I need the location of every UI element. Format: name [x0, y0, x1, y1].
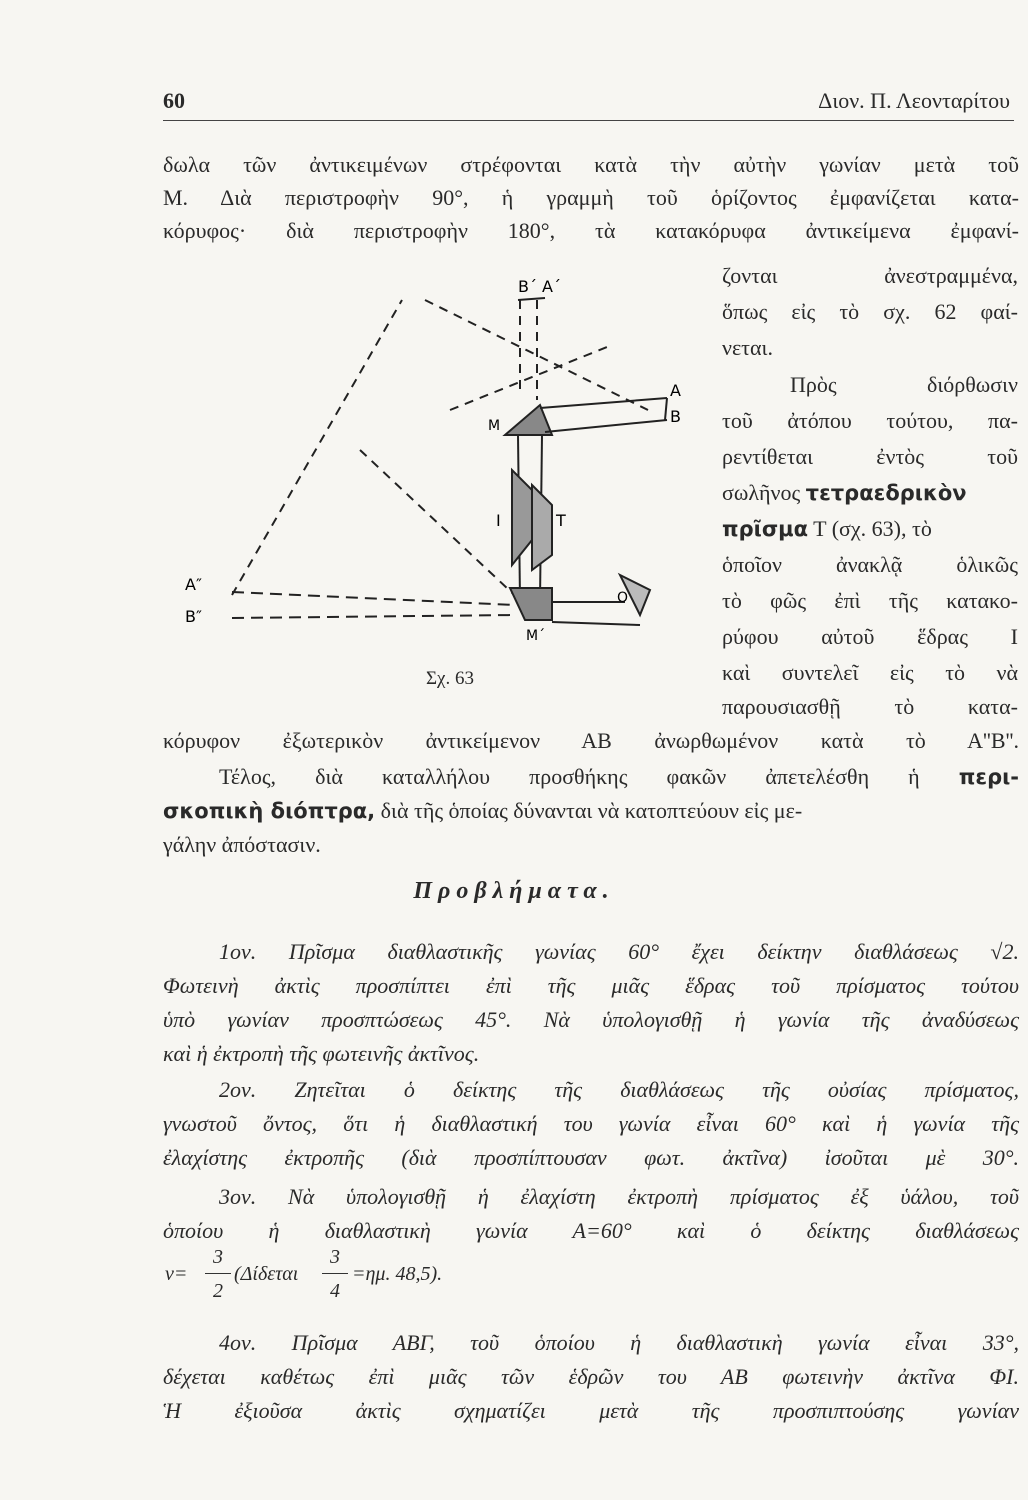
problem1-line3: ὑπὸ γωνίαν προσπτώσεως 45°. Νὰ ὑπολογισθῇ ἡ γωνία τῆς ἀναδύσεως: [163, 1007, 1019, 1032]
para2-s10: παρουσιασθῇ τὸ κατα-: [722, 694, 1018, 719]
mirror-m-bottom: [510, 588, 552, 620]
figure-caption: Σχ. 63: [426, 668, 474, 689]
problem3-given: (Δίδεται: [234, 1263, 299, 1285]
mirror-m-top: [505, 405, 552, 435]
periscope-figure: [180, 270, 700, 670]
problem3-result: =ημ. 48,5).: [352, 1263, 443, 1285]
ab-object: [665, 398, 667, 420]
label-a-double: A″: [185, 575, 202, 594]
para3-line1-bold: περι-: [958, 765, 1019, 789]
frac1-denominator: 2: [213, 1280, 223, 1302]
problem1-line4: καὶ ἡ ἐκτροπὴ τῆς φωτεινῆς ἀκτῖνος.: [163, 1041, 480, 1066]
para2-s5: [722, 512, 1018, 546]
frac2-numerator: 3: [330, 1246, 340, 1268]
para2-s1: Πρὸς διόρθωσιν: [790, 372, 1018, 397]
para1-line1: δωλα τῶν ἀντικειμένων στρέφονται κατὰ τὴν αὐτὴν γωνίαν μετὰ τοῦ: [163, 152, 1019, 177]
frac1-bar: [205, 1273, 231, 1274]
problem4-line3: Ἡ ἐξιοῦσα ἀκτὶς σχηματίζει μετὰ τῆς προσπιπτούσης γωνίαν: [163, 1398, 1019, 1423]
problem4-line2: δέχεται καθέτως ἐπὶ μιᾶς τῶν ἑδρῶν του ΑΒ φωτεινὴν ἀκτῖνα ΦΙ.: [163, 1364, 1019, 1389]
para2-s3: ρεντίθεται ἐντὸς τοῦ: [722, 444, 1018, 469]
para2-s6: ὁποῖον ἀνακλᾷ ὁλικῶς: [722, 552, 1018, 577]
frac1-numerator: 3: [213, 1246, 223, 1268]
frac2-denominator: 4: [330, 1280, 340, 1302]
para2-s5-rest: Τ (σχ. 63), τὸ: [808, 516, 932, 541]
label-m-top: M: [488, 418, 501, 434]
para3-line3: γάλην ἀπόστασιν.: [163, 832, 321, 857]
para2-s8: ρύφου αὐτοῦ ἕδρας Ι: [722, 624, 1018, 649]
para2-s7: τὸ φῶς ἐπὶ τῆς κατακο-: [722, 588, 1018, 613]
para1-side1: ζονται ἀνεστραμμένα,: [722, 263, 1018, 288]
problem1-line1: 1ον. Πρῖσμα διαθλαστικῆς γωνίας 60° ἔχει δείκτην διαθλάσεως √2.: [219, 939, 1019, 964]
label-m-bottom: M΄: [526, 628, 546, 644]
page-number: 60: [163, 88, 185, 113]
upper-tube-top: [540, 398, 667, 408]
para2-s5-bold: πρῖσμα: [722, 517, 809, 541]
para3-line1: [163, 760, 1019, 794]
para1-line3: κόρυφος· διὰ περιστροφὴν 180°, τὰ κατακόρυφα ἀντικείμενα ἐμφανί-: [163, 218, 1019, 243]
para2-s9: καὶ συντελεῖ εἰς τὸ νὰ: [722, 660, 1018, 685]
label-b-prime: B΄: [518, 277, 537, 296]
upper-tube-bottom: [545, 420, 667, 432]
para2-s4-pre: σωλῆνος: [722, 480, 806, 505]
header-rule: [163, 120, 1014, 121]
dashed-horizontal-2: [232, 615, 515, 618]
problem3-v: ν=: [165, 1263, 188, 1285]
problem2-line2: γνωστοῦ ὄντος, ὅτι ἡ διαθλαστική του γωνία εἶναι 60° καὶ ἡ γωνία τῆς: [163, 1111, 1019, 1136]
label-b-double: B″: [185, 607, 202, 626]
problem4-line1: 4ον. Πρῖσμα ΑΒΓ, τοῦ ὁποίου ἡ διαθλαστικὴ γωνία εἶναι 33°,: [219, 1330, 1019, 1355]
label-a: A: [670, 381, 681, 400]
problem2-line1: 2ον. Ζητεῖται ὁ δείκτης τῆς διαθλάσεως τῆς οὐσίας πρίσματος,: [219, 1077, 1019, 1102]
frac2-bar: [322, 1273, 348, 1274]
para2-s2: τοῦ ἀτόπου τούτου, πα-: [722, 408, 1018, 433]
dashed-line-left: [232, 300, 402, 595]
para3-line2: [163, 794, 1019, 828]
problem3-line2: ὁποίου ἡ διαθλαστικὴ γωνία Α=60° καὶ ὁ δείκτης διαθλάσεως: [163, 1218, 1019, 1243]
para2-full1: κόρυφον ἐξωτερικὸν ἀντικείμενον ΑΒ ἀνωρθωμένον κατὰ τὸ Α''Β''.: [163, 728, 1019, 753]
dashed-horizontal-1: [232, 592, 515, 605]
label-a-prime: A΄: [542, 277, 561, 296]
para1-side3: νεται.: [722, 335, 773, 360]
top-arrow: [518, 298, 545, 300]
para2-s4-bold: τετραεδρικὸν: [805, 481, 967, 505]
section-title: Προβλήματα.: [413, 878, 615, 904]
prism-t: [512, 470, 532, 565]
label-i: I: [496, 511, 501, 530]
para3-line2-rest: διὰ τῆς ὁποίας δύνανται νὰ κατοπτεύουν εἰς με-: [375, 798, 803, 823]
prism-t-right: [532, 485, 552, 570]
problem2-line3: ἐλαχίστης ἐκτροπῆς (διὰ προσπίπτουσαν φωτ. ἀκτῖνα) ἰσοῦται μὲ 30°.: [163, 1145, 1019, 1170]
para2-s4: [722, 476, 1018, 510]
problem3-line1: 3ον. Νὰ ὑπολογισθῇ ἡ ἐλαχίστη ἐκτροπὴ πρίσματος ἐξ ὑάλου, τοῦ: [219, 1184, 1019, 1209]
para1-side2: ὅπως εἰς τὸ σχ. 62 φαί-: [722, 299, 1018, 324]
lower-tube-bottom: [552, 622, 640, 625]
label-o: O: [617, 590, 629, 606]
para3-line2-bold: σκοπικὴ διόπτρα,: [163, 799, 376, 823]
dashed-line-mid-diag: [450, 345, 612, 410]
para1-line2: Μ. Διὰ περιστροφὴν 90°, ἡ γραμμὴ τοῦ ὁρίζοντος ἐμφανίζεται κατα-: [163, 185, 1019, 210]
para3-line1-pre: Τέλος, διὰ καταλλήλου προσθήκης φακῶν ἀπετελέσθη ἡ: [219, 764, 959, 789]
problem1-line2: Φωτεινὴ ἀκτὶς προσπίπτει ἐπὶ τῆς μιᾶς ἕδρας τοῦ πρίσματος τούτου: [163, 973, 1019, 998]
label-b: B: [670, 407, 681, 426]
running-title: Διον. Π. Λεονταρίτου: [818, 88, 1010, 113]
label-t: T: [556, 511, 566, 530]
